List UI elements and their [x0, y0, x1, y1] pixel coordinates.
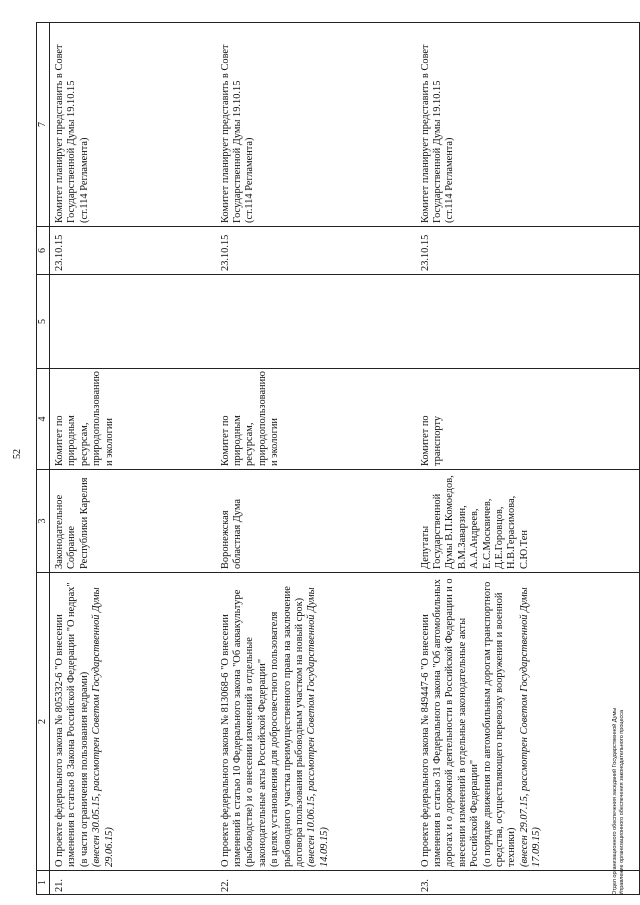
- status-text: Комитет планирует представить в Совет Государственной Думы 19.10.15: [419, 44, 443, 223]
- column-number-row: [37, 23, 50, 895]
- bill-cell: [418, 573, 640, 871]
- bill-detail: (в целях установления для добросовестного пользователя рыбоводного участка преимущественного права на заключение договора пользования рыбоводным участком на новый срок): [269, 586, 305, 867]
- column-header: 7: [37, 23, 50, 227]
- footer-line: Управление организационного обеспечения законодательного процесса: [619, 709, 625, 895]
- column-header: 5: [37, 275, 50, 369]
- table-row: [418, 23, 640, 895]
- bill-note: (внесен 10.06.15, рассмотрен Советом Государственной Думы 14.09.15): [306, 587, 330, 867]
- empty-cell: [50, 275, 218, 369]
- status-cell: [50, 23, 218, 227]
- reglament-ref: (ст.114 Регламента): [244, 137, 256, 223]
- row-number: 22.: [218, 871, 418, 895]
- column-header: 3: [37, 470, 50, 573]
- row-number: 23.: [418, 871, 640, 895]
- page-number: 52: [12, 449, 23, 459]
- status-text: Комитет планирует представить в Совет Государственной Думы 19.10.15: [219, 44, 243, 223]
- bill-cell: [218, 573, 418, 871]
- bill-title: О проекте федерального закона № 849447-6 "О внесении изменения в статью 31 Федерального закона "Об автомобильных дорогах и о дорожной деятельности в Российской Федерации и о внесении изменений в отдельные законодательные акты Российской Федерации": [419, 578, 481, 867]
- bill-note: (внесен 30.05.15, рассмотрен Советом Государственной Думы 29.06.15): [91, 587, 115, 867]
- bill-cell: [50, 573, 218, 871]
- column-header: 2: [37, 573, 50, 871]
- initiator-cell: Депутаты Государственной Думы В.П.Комоедов, В.М.Заварзин, А.А.Андреев, Е.С.Москвичев, Д.Е.Горовцов, Н.В.Герасимова, С.Ю.Тен: [418, 470, 640, 573]
- initiator-cell: Законодательное Собрание Республики Карелия: [50, 470, 218, 573]
- bill-title: О проекте федерального закона № 813068-6 "О внесении изменений в статью 10 Федерального закона "Об аквакультуре (рыбоводстве) и о внесении изменений в отдельные законодательные акты Российской Федерации": [219, 589, 268, 867]
- bill-note: (внесен 29.07.15, рассмотрен Советом Государственной Думы 17.09.15): [518, 587, 543, 867]
- empty-cell: [418, 275, 640, 369]
- bill-detail: (о порядке движения по автомобильным дорогам транспортного средства, осуществляющего перевозку вооружения и военной техники): [481, 581, 518, 867]
- date-cell: 23.10.15: [418, 227, 640, 275]
- initiator-cell: Воронежская областная Дума: [218, 470, 418, 573]
- column-header: 4: [37, 369, 50, 470]
- bill-title: О проекте федерального закона № 805332-6 "О внесении изменения в статью 8 Закона Российской Федерации "О недрах": [54, 582, 78, 867]
- date-cell: 23.10.15: [218, 227, 418, 275]
- footer-line: Отдел организационного обеспечения заседаний Государственной Думы: [612, 707, 618, 895]
- table-row: [50, 23, 218, 895]
- table-row: [218, 23, 418, 895]
- status-text: Комитет планирует представить в Совет Государственной Думы 19.10.15: [54, 44, 78, 223]
- reglament-ref: (ст.114 Регламента): [78, 137, 90, 223]
- empty-cell: [218, 275, 418, 369]
- row-number: 21.: [50, 871, 218, 895]
- status-cell: [418, 23, 640, 227]
- column-header: 6: [37, 227, 50, 275]
- bill-detail: (в части ограничения пользования недрами): [78, 671, 90, 867]
- status-cell: [218, 23, 418, 227]
- date-cell: 23.10.15: [50, 227, 218, 275]
- committee-cell: Комитет по природным ресурсам, природопользованию и экологии: [218, 369, 418, 470]
- footer: [612, 708, 626, 895]
- reglament-ref: (ст.114 Регламента): [444, 137, 456, 223]
- bills-table: [36, 22, 640, 895]
- committee-cell: Комитет по транспорту: [418, 369, 640, 470]
- committee-cell: Комитет по природным ресурсам, природопользованию и экологии: [50, 369, 218, 470]
- column-header: 1: [37, 871, 50, 895]
